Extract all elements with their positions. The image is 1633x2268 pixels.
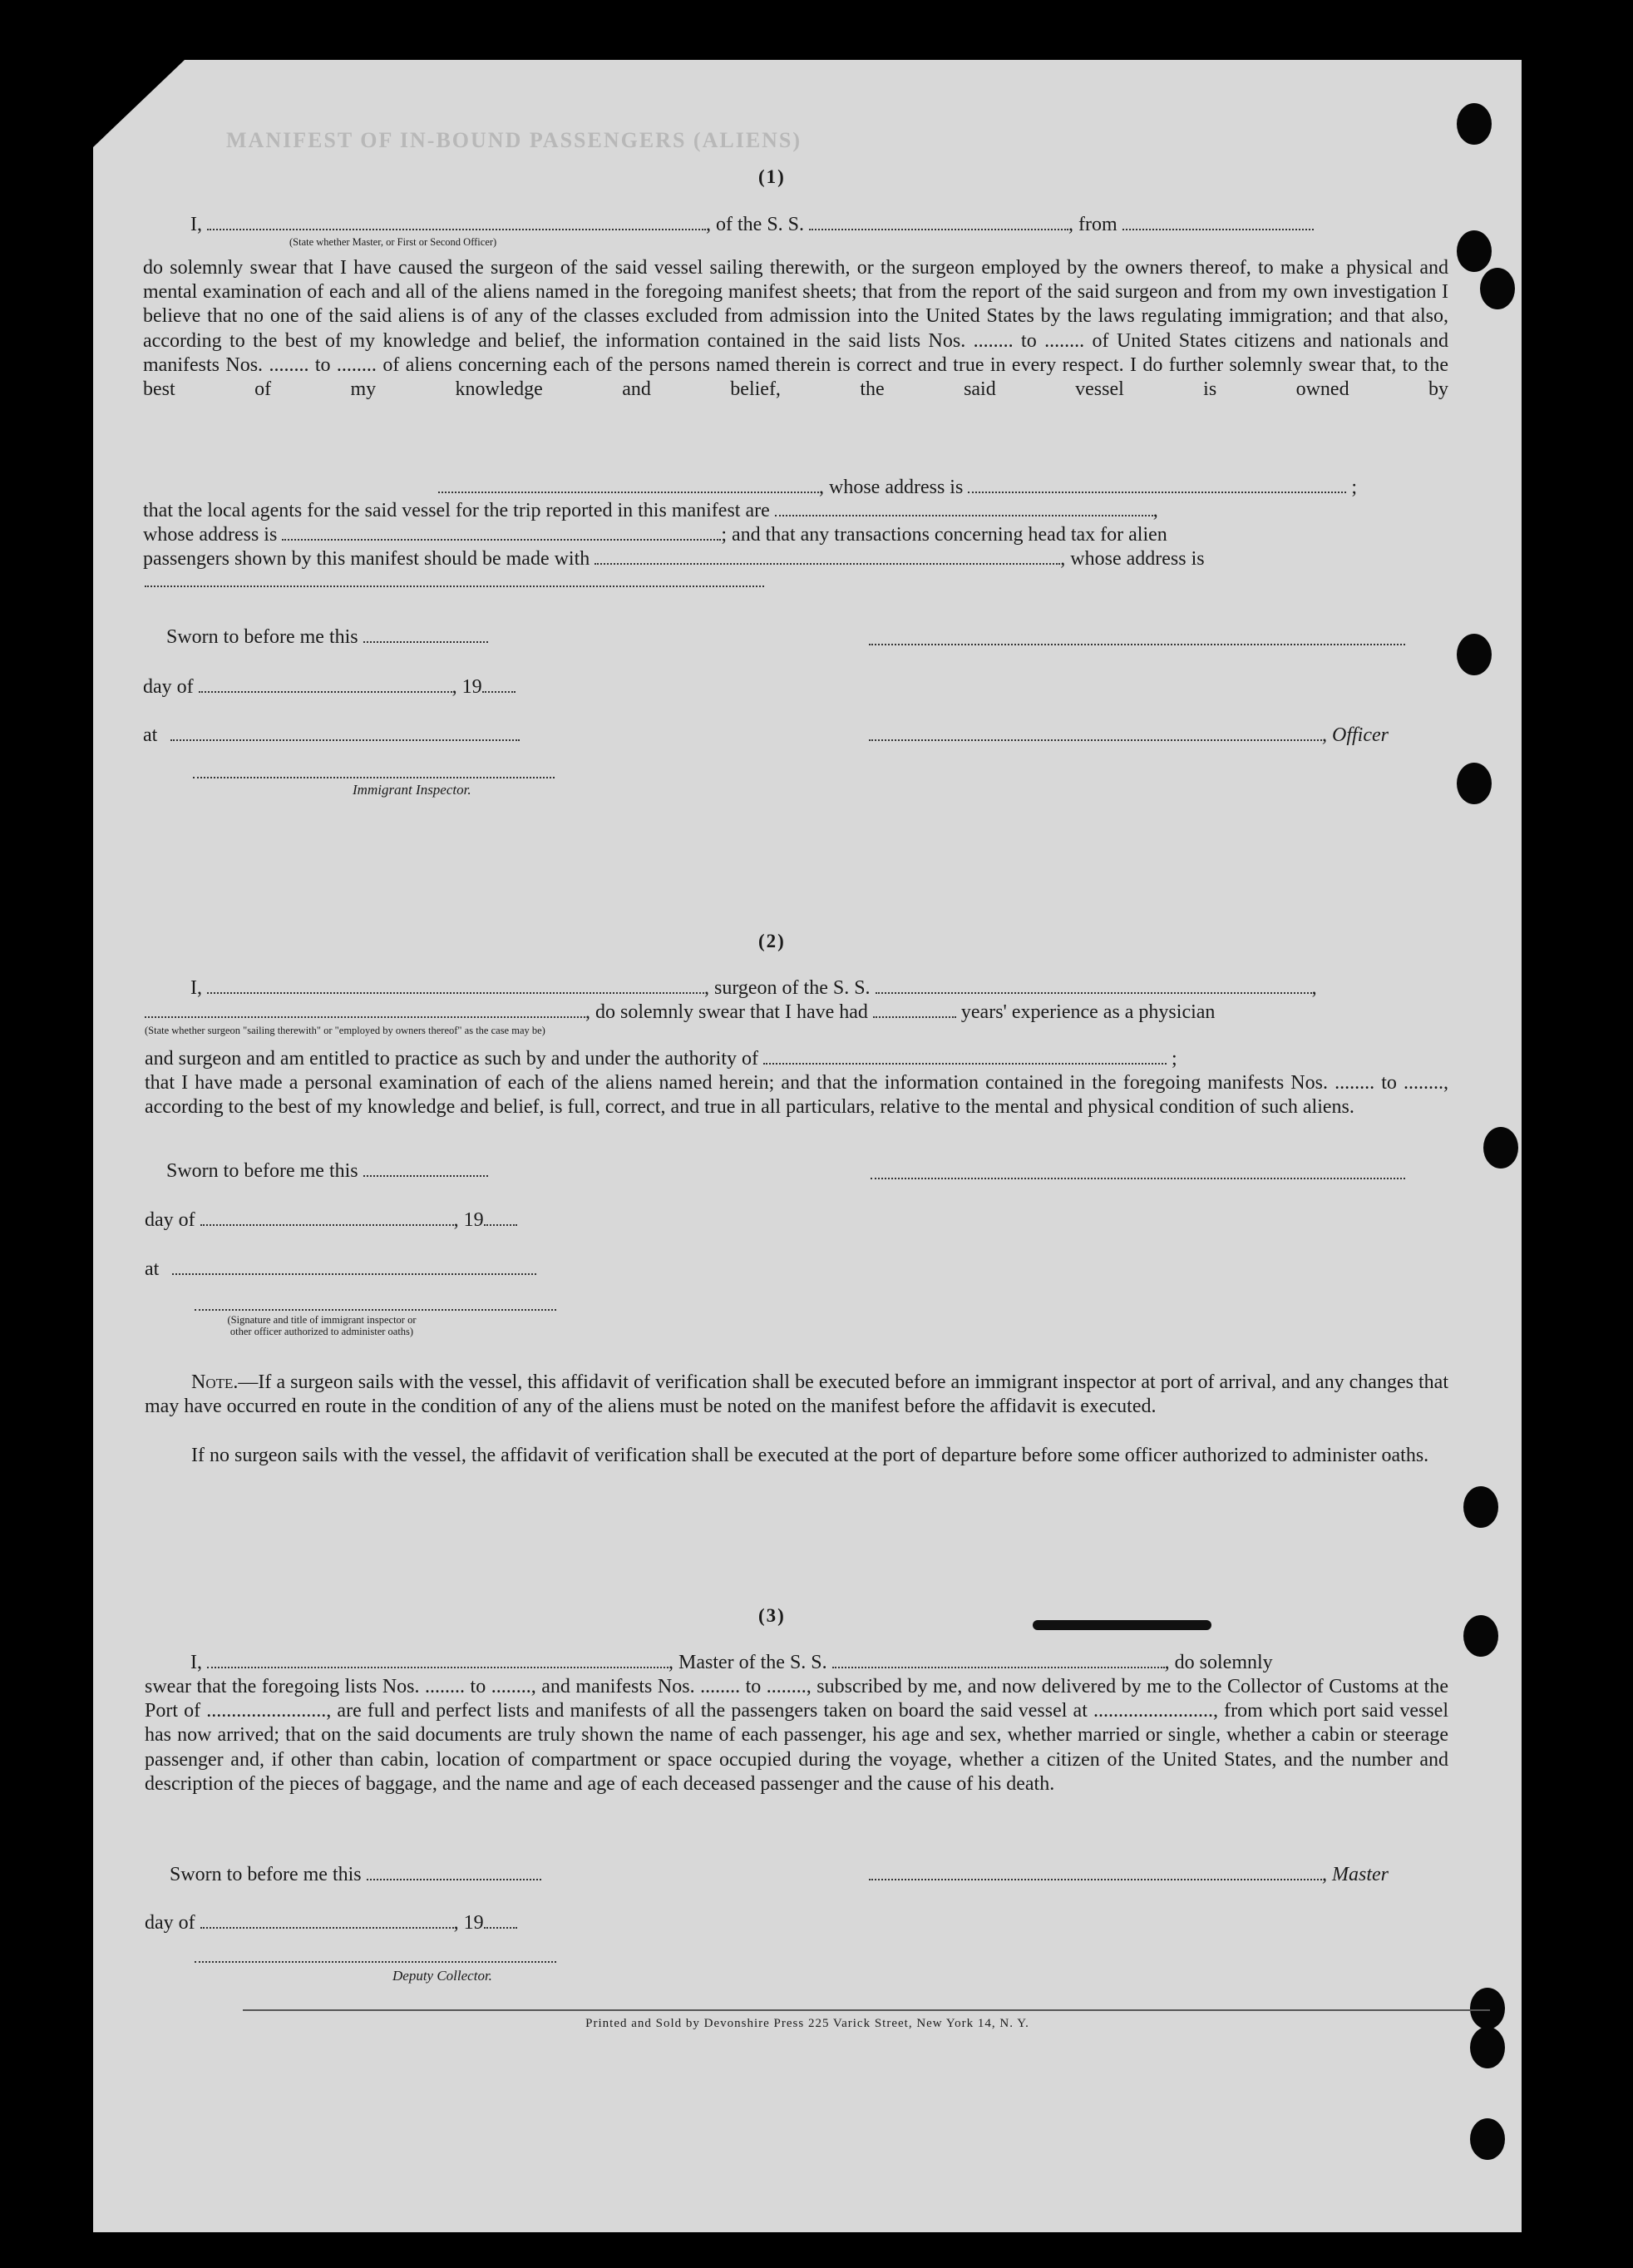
surgeon-status-field[interactable] — [145, 1001, 585, 1018]
officer-signature-field[interactable] — [869, 642, 1405, 645]
owner-field[interactable] — [438, 477, 819, 493]
sworn-label: Sworn to before me this — [166, 626, 358, 648]
owner-address-field[interactable] — [968, 477, 1346, 493]
signature-note: (Signature and title of immigrant inspector or other officer authorized to administer oaths) — [227, 1314, 417, 1337]
day-of-line-2 — [145, 1208, 517, 1232]
owned-tail-label: , whose address is — [819, 477, 964, 498]
punch-hole — [1480, 268, 1515, 309]
sworn-line-1 — [166, 625, 488, 649]
section-1-number: (1) — [758, 166, 786, 187]
from-port-field[interactable] — [1122, 214, 1314, 230]
immigrant-inspector-caption: Immigrant Inspector. — [353, 782, 471, 798]
surgeon-of-label: , surgeon of the S. S. — [704, 977, 871, 999]
agents-address-line — [143, 523, 1167, 546]
surgeon-note: (State whether surgeon "sailing therewith" or "employed by owners thereof" as the case may be) — [145, 1025, 545, 1036]
master-signature-field[interactable] — [869, 1864, 1322, 1880]
sworn-label: Sworn to before me this — [166, 1160, 358, 1182]
sworn-date-field[interactable] — [363, 626, 488, 643]
surgeon-name-field[interactable] — [207, 977, 704, 994]
sworn-line-2 — [166, 1159, 488, 1183]
section-1-paragraph — [143, 256, 1448, 402]
section-2-text: that I have made a personal examination of each of the aliens named herein; and that the information contained in the foregoing manifests Nos. ........ to ........, according to the best of my knowledge and belief, is full, correct, and true in all particulars, relative to the mental and physical condition of such aliens. — [145, 1072, 1448, 1119]
day-of-line-1 — [143, 675, 516, 699]
officer-label: , Officer — [1322, 724, 1389, 746]
punch-hole — [1470, 2118, 1505, 2160]
at-line-1 — [143, 724, 520, 747]
master-label: , Master — [1322, 1864, 1389, 1885]
year-label: , 19 — [453, 1209, 484, 1231]
agents-field[interactable] — [775, 500, 1153, 516]
sworn-date-field[interactable] — [367, 1864, 541, 1880]
at-label: at — [145, 1258, 160, 1280]
passengers-label: passengers shown by this manifest should be made with — [143, 548, 590, 570]
inspector-signature-field[interactable] — [195, 1307, 556, 1311]
from-label: , from — [1068, 214, 1117, 235]
section-1-text: do solemnly swear that I have caused the surgeon of the said vessel sailing therewith, or the surgeon employed by the owners thereof, to make a physical and mental examination of each and all of the aliens named in the foregoing manifest sheets; that from the report of the said surgeon and from my own investigation I believe that no one of the said aliens is of any of the classes excluded from admission into the United States by the laws regulating immigration; and that also, according to the best of my knowledge and belief, the information contained in the said lists Nos. ........ to ........ of United States citizens and nationals and manifests Nos. ........ to ........ of aliens concerning each of the persons named therein is correct and true in every respect. I do further solemnly swear that, to the best of my knowledge and belief, the said vessel is owned by — [143, 257, 1448, 401]
deputy-collector-caption: Deputy Collector. — [392, 1968, 492, 1984]
punch-hole — [1457, 763, 1492, 804]
printer-imprint: Printed and Sold by Devonshire Press 225 Varick Street, New York 14, N. Y. — [585, 2017, 1029, 2030]
head-tax-label: ; and that any transactions concerning head tax for alien — [721, 524, 1167, 546]
year-field[interactable] — [482, 676, 516, 693]
vessel-name-field[interactable] — [809, 214, 1068, 230]
surgeon-line: I, , surgeon of the S. S. , — [190, 977, 1317, 999]
master-name-field[interactable] — [207, 1652, 668, 1668]
sworn-line-3 — [170, 1863, 541, 1886]
punch-hole — [1463, 1615, 1498, 1657]
i-label: I, — [190, 214, 202, 235]
year-label: , 19 — [453, 1912, 484, 1934]
master-of-label: , Master of the S. S. — [668, 1652, 827, 1673]
redaction-mark — [1033, 1620, 1211, 1630]
section-3-text: swear that the foregoing lists Nos. ........ to ........, and manifests Nos. ........ to ........, subscribed by me, and now delivered by me to the Collector of Customs at the Port of ........................, are full and perfect lists and manifests of all the passengers taken on board the said vessel at ........................, from which port said vessel has now arrived; that on the said documents are truly shown the name of each passenger, his age and sex, whether married or single, whether a cabin or steerage passenger and, if other than cabin, location of compartment or space occupied during the voyage, whether a citizen of the United States, and the number and description of the pieces of baggage, and the name and age of each deceased passenger and the cause of his death. — [145, 1676, 1448, 1795]
master-line — [190, 1651, 1273, 1674]
officer-name-field[interactable] — [207, 214, 706, 230]
note-text: —If a surgeon sails with the vessel, this affidavit of verification shall be executed before an immigrant inspector at port of arrival, and any changes that may have occurred en route in the condition of any of the aliens must be noted on the manifest before the affidavit is executed. — [145, 1371, 1448, 1418]
whose-address-is-label: , whose address is — [1060, 548, 1205, 570]
agents-line: that the local agents for the said vessel for the trip reported in this manifest are , — [143, 500, 1158, 521]
officer-title-field[interactable] — [869, 724, 1322, 741]
manifest-page — [93, 60, 1522, 2232]
section-3-number: (3) — [758, 1605, 786, 1626]
day-month-field[interactable] — [199, 676, 452, 693]
punch-hole — [1470, 2027, 1505, 2068]
day-of-line-3 — [145, 1911, 517, 1934]
sworn-date-field[interactable] — [363, 1160, 488, 1177]
surgeon-swear-line — [145, 1001, 1215, 1024]
faded-header-title: MANIFEST OF IN-BOUND PASSENGERS (ALIENS) — [226, 128, 802, 152]
section-3-paragraph — [145, 1675, 1448, 1796]
surgeon-vessel-field[interactable] — [876, 977, 1312, 994]
do-swear-label: , do solemnly swear that I have had — [585, 1001, 868, 1023]
day-of-label: day of — [143, 676, 194, 698]
passengers-line — [143, 547, 1205, 571]
inspector-signature-field[interactable] — [193, 775, 555, 778]
agents-label: that the local agents for the said vessel for the trip reported in this manifest are — [143, 500, 770, 521]
day-of-label: day of — [145, 1912, 195, 1934]
head-tax-agent-field[interactable] — [594, 548, 1060, 565]
year-field[interactable] — [484, 1209, 517, 1226]
punch-hole — [1457, 230, 1492, 272]
sworn-label: Sworn to before me this — [170, 1864, 362, 1885]
i-label: I, — [190, 977, 202, 999]
punch-hole — [1463, 1486, 1498, 1528]
section-2-number: (2) — [758, 931, 786, 951]
collector-signature-field[interactable] — [195, 1959, 556, 1963]
section-2-paragraph — [145, 1071, 1448, 1119]
day-month-field[interactable] — [200, 1912, 454, 1929]
year-label: , 19 — [451, 676, 482, 698]
year-field[interactable] — [484, 1912, 517, 1929]
officer-note: (State whether Master, or First or Second Officer) — [289, 236, 497, 248]
i-label: I, — [190, 1652, 202, 1673]
agents-address-field[interactable] — [282, 524, 721, 541]
years-exp-label: years' experience as a physician — [960, 1001, 1216, 1023]
punch-hole — [1457, 103, 1492, 145]
authority-line: and surgeon and am entitled to practice as such by and under the authority of ; — [145, 1048, 1177, 1070]
surgeon-signature-field[interactable] — [871, 1176, 1405, 1179]
footer-rule — [243, 2009, 1490, 2011]
punch-hole — [1483, 1127, 1518, 1169]
head-tax-address-field[interactable] — [145, 584, 764, 587]
owned-by-line: , whose address is ; — [143, 476, 1448, 499]
master-vessel-field[interactable] — [832, 1652, 1165, 1668]
authority-field[interactable] — [763, 1048, 1167, 1065]
note-paragraph-2 — [145, 1444, 1448, 1468]
whose-address-label: whose address is — [143, 524, 278, 546]
do-solemnly-label: , do solemnly — [1164, 1652, 1273, 1673]
punch-hole — [1457, 634, 1492, 675]
of-ss-label: , of the S. S. — [706, 214, 805, 235]
note-label: Note. — [191, 1371, 239, 1393]
at-line-2 — [145, 1258, 536, 1281]
authority-label: and surgeon and am entitled to practice as such by and under the authority of — [145, 1048, 758, 1070]
at-label: at — [143, 724, 158, 746]
officer-line — [869, 724, 1389, 747]
cut-corner — [93, 60, 185, 147]
section-1-line-1 — [190, 213, 1314, 236]
at-place-field[interactable] — [170, 724, 520, 741]
note-2-text: If no surgeon sails with the vessel, the affidavit of verification shall be executed at the port of departure before some officer authorized to administer oaths. — [191, 1445, 1429, 1466]
at-place-field[interactable] — [172, 1258, 536, 1275]
years-field[interactable] — [873, 1001, 956, 1018]
day-of-label: day of — [145, 1209, 195, 1231]
day-month-field[interactable] — [200, 1209, 454, 1226]
master-sign-line — [869, 1863, 1389, 1886]
note-paragraph — [145, 1371, 1448, 1419]
